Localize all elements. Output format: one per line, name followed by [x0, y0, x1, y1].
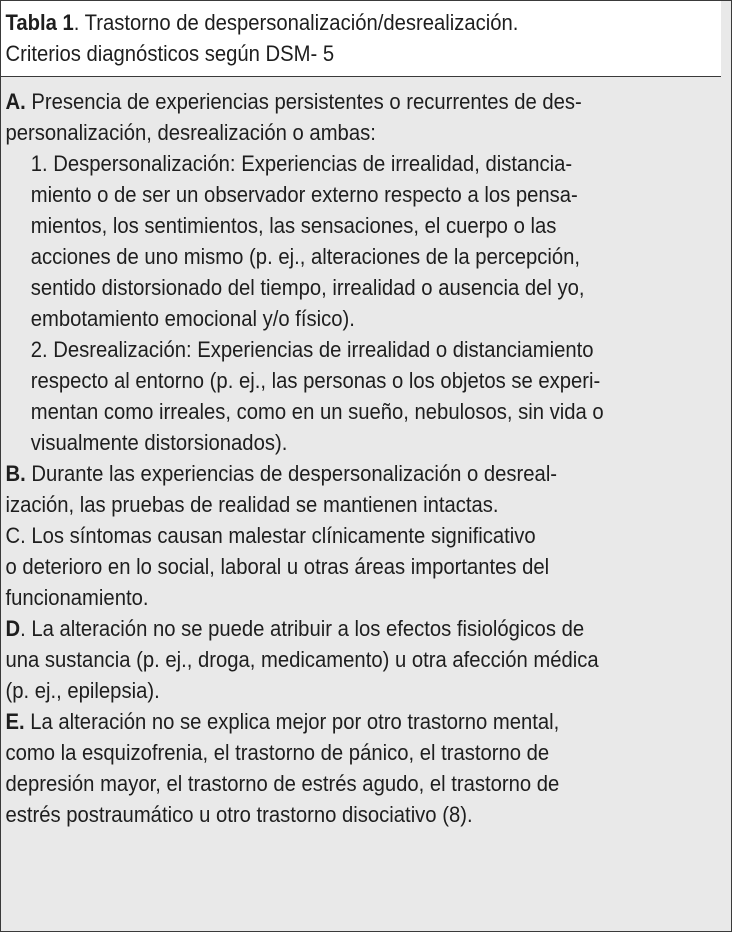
criterion-a2-line: mentan como irreales, como en un sueño, nebulosos, sin vida o [30, 399, 604, 424]
caption-line-2: Criterios diagnósticos según DSM- 5 [5, 41, 335, 66]
criterion-a1-line: acciones de uno mismo (p. ej., alteraciones de la percepción, [30, 244, 581, 269]
criterion-a-letter: A. [5, 89, 26, 114]
criterion-b-letter: B. [5, 461, 26, 486]
table-title: . Trastorno de despersonalización/desrealización. [73, 10, 519, 35]
criterion-e-line-2: como la esquizofrenia, el trastorno de pánico, el trastorno de [5, 740, 550, 765]
criterion-a1-line: miento o de ser un observador externo respecto a los pensa- [30, 182, 578, 207]
criterion-a2-line: respecto al entorno (p. ej., las personas o los objetos se experi- [30, 368, 601, 393]
criterion-a1-line: sentido distorsionado del tiempo, irrealidad o ausencia del yo, [30, 275, 585, 300]
criterion-c-line-3: funcionamiento. [5, 585, 149, 610]
criterion-c-line-1: C. Los síntomas causan malestar clínicamente significativo [5, 523, 536, 548]
criterion-a1-line: mientos, los sentimientos, las sensaciones, el cuerpo o las [30, 213, 557, 238]
criterion-e-line-1: E. La alteración no se explica mejor por otro trastorno mental, [5, 709, 560, 734]
criterion-e-line-4: estrés postraumático u otro trastorno disociativo (8). [5, 802, 473, 827]
criterion-a2-line: 2. Desrealización: Experiencias de irrealidad o distanciamiento [30, 337, 594, 362]
criterion-e-letter: E. [5, 709, 25, 734]
criterion-a-line-2: personalización, desrealización o ambas: [5, 120, 376, 145]
table-caption [1, 1, 721, 77]
caption-line-1 [6, 7, 722, 38]
criterion-d-line-2: una sustancia (p. ej., droga, medicamento) u otra afección médica [5, 647, 599, 672]
criterion-d-letter: D [5, 616, 21, 641]
criteria-body [1, 77, 726, 830]
criterion-b-line-2: ización, las pruebas de realidad se mantienen intactas. [5, 492, 499, 517]
criterion-d-line-1: D. La alteración no se puede atribuir a los efectos fisiológicos de [5, 616, 585, 641]
criterion-c-line-2: o deterioro en lo social, laboral u otras áreas importantes del [5, 554, 550, 579]
criterion-b-line-1: B. Durante las experiencias de despersonalización o desreal- [5, 461, 558, 486]
criterion-a-line-1: A. Presencia de experiencias persistentes o recurrentes de des- [5, 89, 582, 114]
criterion-a1-line: embotamiento emocional y/o físico). [30, 306, 355, 331]
criterion-d-line-3: (p. ej., epilepsia). [5, 678, 160, 703]
criterion-a1-line: 1. Despersonalización: Experiencias de irrealidad, distancia- [30, 151, 573, 176]
table-label: Tabla 1 [5, 10, 74, 35]
criterion-a2-line: visualmente distorsionados). [30, 430, 288, 455]
criterion-e-line-3: depresión mayor, el trastorno de estrés agudo, el trastorno de [5, 771, 560, 796]
